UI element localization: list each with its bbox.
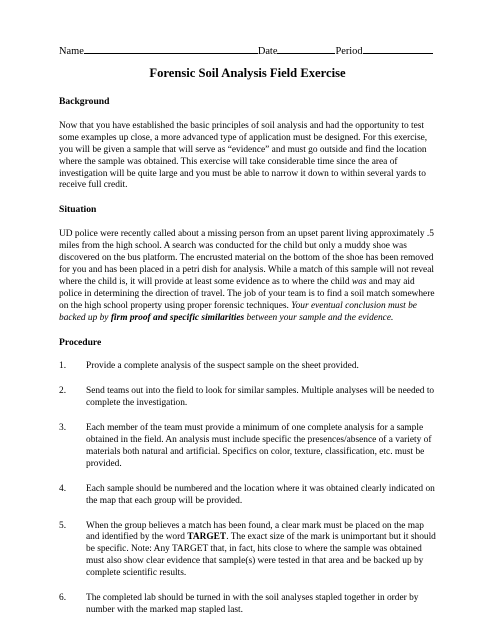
- procedure-text: The completed lab should be turned in with the soil analyses stapled together in order by number with the marked map stapled last.: [86, 593, 419, 615]
- name-field[interactable]: [84, 44, 258, 54]
- procedure-text: [86, 521, 439, 581]
- date-field[interactable]: [277, 44, 335, 54]
- procedure-number: 6.: [59, 593, 67, 604]
- procedure-text-a: When the group believes a match has been found, a clear mark must be placed on the map and identified by the word: [86, 520, 424, 543]
- procedure-text: Each sample should be numbered and the location where it was obtained clearly indicated on the map that each group will be provided.: [86, 483, 435, 506]
- period-field[interactable]: [363, 44, 433, 54]
- header-line: [59, 44, 439, 57]
- situation-italic-2: between your sample and the evidence.: [244, 312, 394, 323]
- page-title: Forensic Soil Analysis Field Exercise: [149, 66, 346, 80]
- procedure-number: 3.: [59, 423, 67, 434]
- procedure-item: [59, 361, 439, 373]
- situation-bold-italic: firm proof and specific similarities: [110, 312, 245, 323]
- procedure-text-b: . The exact size of the mark is unimportant but it should be specific. Note: Any TARGET that, in fact, hits close to where the sample was obtained must also show clear evidence that sample(s) were tested in that area and be backed up by complete scientific results.: [86, 532, 436, 579]
- procedure-text: Send teams out into the field to look for similar samples. Multiple analyses will be needed to complete the investigation.: [86, 386, 435, 409]
- procedure-item: [59, 521, 439, 581]
- background-heading: Background: [59, 96, 110, 107]
- procedure-target-word: TARGET: [187, 532, 227, 543]
- situation-text-was: was: [351, 276, 367, 287]
- situation-text: [59, 229, 439, 324]
- procedure-heading: Procedure: [59, 336, 102, 348]
- procedure-text: Provide a complete analysis of the suspect sample on the sheet provided.: [86, 361, 359, 372]
- procedure-number: 1.: [59, 361, 67, 372]
- name-label: Name: [59, 46, 84, 57]
- procedure-number: 4.: [59, 483, 67, 494]
- period-label: Period: [335, 46, 363, 57]
- background-text: Now that you have established the basic principles of soil analysis and had the opportunity to test some examples up close, a more advanced type of application must be designed. For this exercise, you will be given a sample that will serve as “evidence” and must go outside and find the location where the sample was obtained. This exercise will take considerable time since the area of investigation will be quite large and you must be able to narrow it down to within several yards to receive full credit.: [59, 120, 428, 191]
- procedure-text: Each member of the team must provide a minimum of one complete analysis for a sample obtained in the field. An analysis must include specific the presences/absence of a variety of materials both natural and artificial. Specifics on color, texture, classification, etc. must be provided.: [86, 423, 432, 469]
- procedure-item: [59, 593, 439, 617]
- procedure-item: [59, 423, 439, 471]
- situation-italic-1: Your eventual conclusion must be backed up by: [59, 300, 417, 323]
- procedure-number: 2.: [59, 386, 67, 397]
- situation-text-b: and may aid police in determining the direction of travel. The job of your team is to find a soil match somewhere on the high school property using proper forensic techniques.: [59, 276, 435, 311]
- document-body: [59, 96, 439, 630]
- procedure-item: [59, 484, 439, 508]
- procedure-number: 5.: [59, 520, 67, 531]
- date-label: Date: [257, 46, 278, 57]
- procedure-item: [59, 386, 439, 410]
- situation-text-a: UD police were recently called about a missing person from an upset parent living approximately .5 miles from the high school. A search was conducted for the child but only a muddy shoe was discovered on the bus platform. The encrusted material on the bottom of the shoe has been removed for you and has been placed in a petri dish for analysis. While a match of this sample will not reveal where the child is, it will provide at least some evidence as to where the child: [59, 229, 434, 287]
- situation-heading: Situation: [59, 204, 97, 216]
